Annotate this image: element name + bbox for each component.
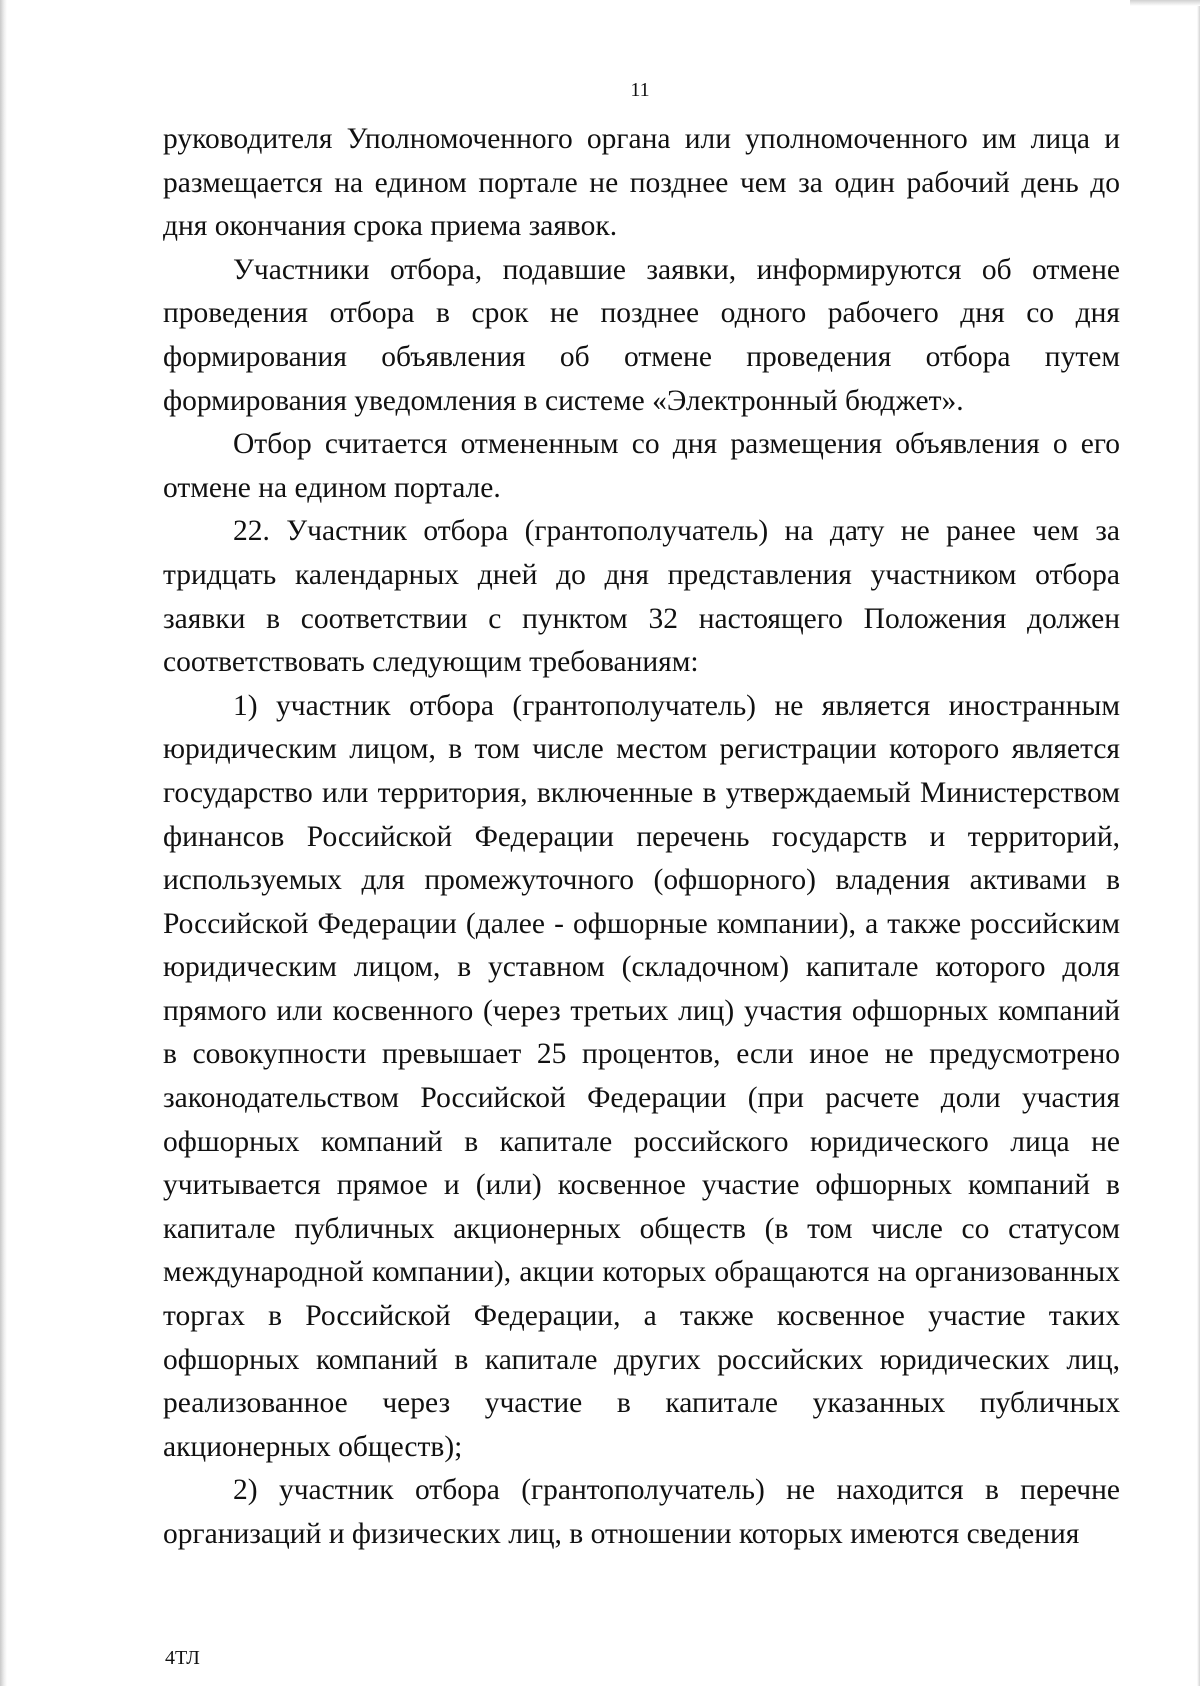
page-number: 11	[630, 79, 650, 101]
paragraph-continuation: руководителя Уполномоченного органа или уполномоченного им лица и размещается на едином портале не позднее чем за один рабочий день до дня окончания срока приема заявок.	[163, 123, 1120, 243]
scan-corner	[1130, 0, 1200, 6]
paragraph-participants-notified: Участники отбора, подавшие заявки, информируются об отмене проведения отбора в срок не позднее одного рабочего дня со дня формирования объявления об отмене проведения отбора путем формирования уведомления в системе «Электронный бюджет».	[163, 253, 1120, 417]
paragraph-requirement-2: 2) участник отбора (грантополучатель) не находится в перечне организаций и физических лиц, в отношении которых имеются сведения	[163, 1474, 1120, 1550]
paragraph-clause-22: 22. Участник отбора (грантополучатель) на дату не ранее чем за тридцать календарных дней до дня представления участником отбора заявки в соответствии с пунктом 32 настоящего Положения должен соответствовать следующим требованиям:	[163, 515, 1120, 679]
paragraph-selection-cancelled: Отбор считается отмененным со дня размещения объявления о его отмене на едином портале.	[163, 428, 1120, 504]
document-body	[163, 118, 1120, 1557]
footer-code: 4ТЛ	[165, 1647, 200, 1669]
scan-edge-left	[0, 0, 7, 1686]
paragraph-requirement-1: 1) участник отбора (грантополучатель) не является иностранным юридическим лицом, в том числе местом регистрации которого является государство или территория, включенные в утверждаемый Министерством финансов Российской Федерации перечень государств и территорий, используемых для промежуточного (офшорного) владения активами в Российской Федерации (далее - офшорные компании), а также российским юридическим лицом, в уставном (складочном) капитале которого доля прямого или косвенного (через третьих лиц) участия офшорных компаний в совокупности превышает 25 процентов, если иное не предусмотрено законодательством Российской Федерации (при расчете доли участия офшорных компаний в капитале российского юридического лица не учитывается прямое и (или) косвенное участие офшорных компаний в капитале публичных акционерных обществ (в том числе со статусом международной компании), акции которых обращаются на организованных торгах в Российской Федерации, а также косвенное участие таких офшорных компаний в капитале других российских юридических лиц, реализованное через участие в капитале указанных публичных акционерных обществ);	[163, 689, 1120, 1463]
